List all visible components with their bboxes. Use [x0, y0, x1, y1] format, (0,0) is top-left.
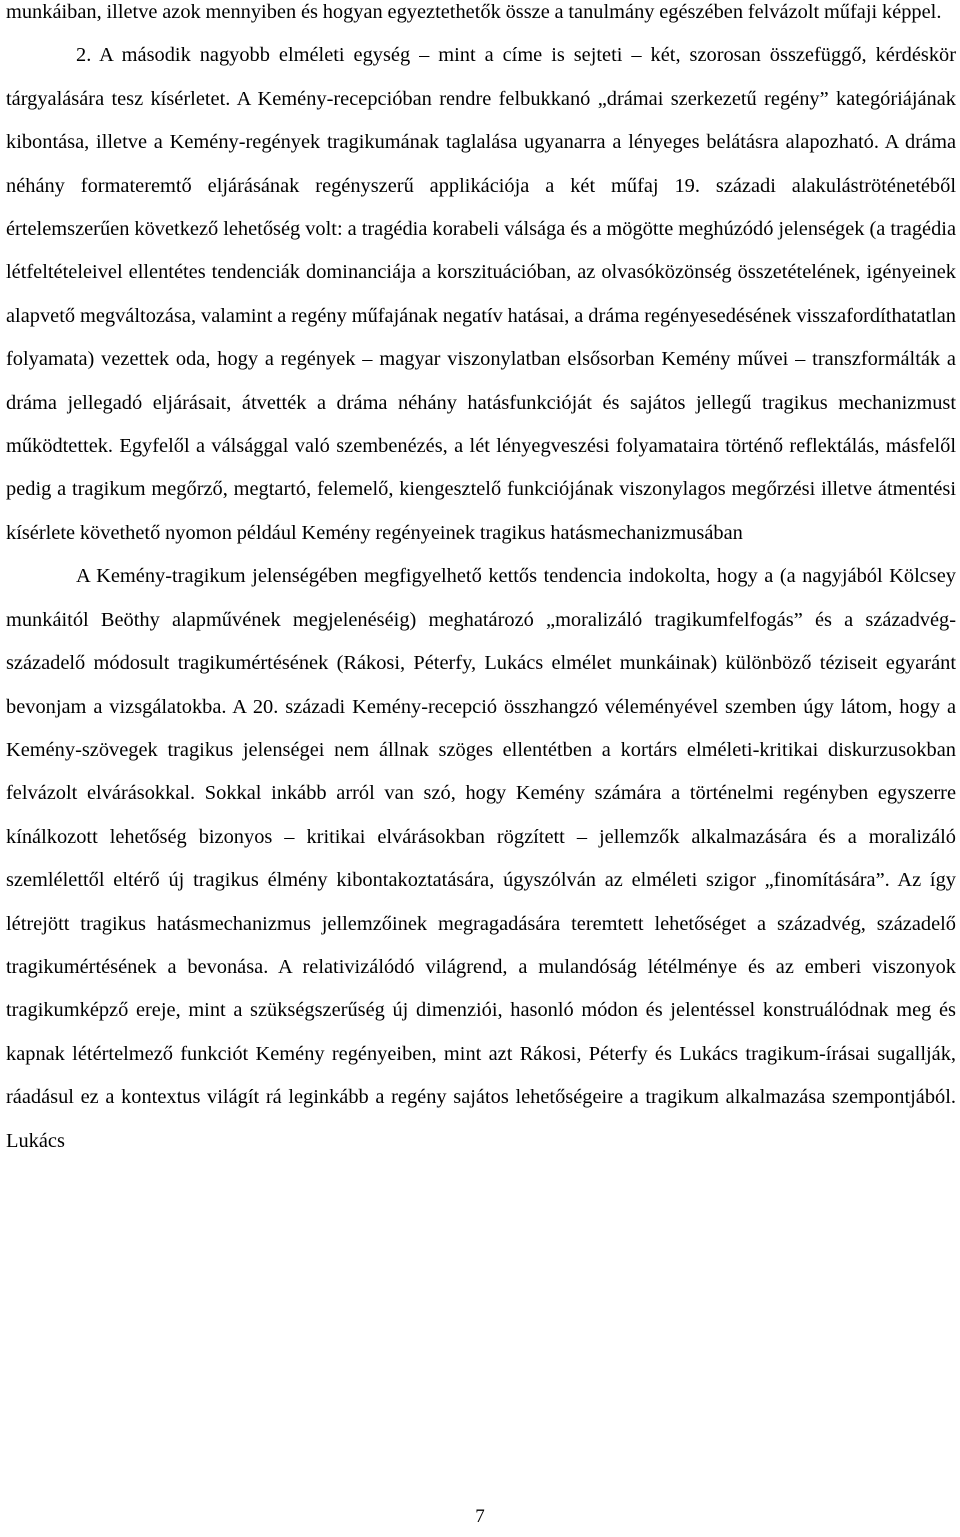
page-number: 7: [475, 1506, 485, 1527]
paragraph-1: munkáiban, illetve azok mennyiben és hogyan egyeztethetők össze a tanulmány egészében felvázolt műfaji képpel.: [6, 1, 942, 23]
paragraph-3: A Kemény-tragikum jelenségében megfigyelhető kettős tendencia indokolta, hogy a (a nagyjából Kölcsey munkáitól Beöthy alapművének megjelenéséig) meghatározó „moralizáló tragikumfelfogás” és a századvég-századelő módosult tragikumértésének (Rákosi, Péterfy, Lukács elmélet munkáinak) különböző téziseit egyaránt bevonjam a vizsgálatokba. A 20. századi Kemény-recepció összhangzó véleményével szemben úgy látom, hogy a Kemény-szövegek tragikus jelenségei nem állnak szöges ellentétben a kortárs elméleti-kritikai diskurzusokban felvázolt elvárásokkal. Sokkal inkább arról van szó, hogy Kemény számára a történelmi regényben egyszerre kínálkozott lehetőség bizonyos – kritikai elvárásokban rögzített – jellemzők alkalmazására és a moralizáló szemlélettől eltérő új tragikus élmény kibontakoztatására, úgyszólván az elméleti szigor „finomítására”. Az így létrejött tragikus hatásmechanizmus jellemzőinek megragadására teremtett lehetőséget a századvég, századelő tragikumértésének a bevonása. A relativizálódó világrend, a mulandóság létélménye és az emberi viszonyok tragikumképző ereje, mint a szükségszerűség új dimenziói, hasonló módon és jelentéssel konstruálódnak meg és kapnak létértelmező funkciót Kemény regényeiben, mint azt Rákosi, Péterfy és Lukács tragikum-írásai sugallják, ráadásul ez a kontextus világít rá leginkább a regény sajátos lehetőségeire a tragikum alkalmazása szempontjából. Lukács: [6, 565, 956, 1152]
body-text: [6, 0, 956, 1163]
paragraph-2: 2. A második nagyobb elméleti egység – mint a címe is sejteti – két, szorosan összefüggő, kérdéskör tárgyalására tesz kísérletet. A Kemény-recepcióban rendre felbukkanó „drámai szerkezetű regény” kategóriájának kibontása, illetve a Kemény-regények tragikumának taglalása ugyanarra a lényeges belátásra alapozható. A dráma néhány formateremtő eljárásának regényszerű applikációja a két műfaj 19. századi alakuláströténetéből értelemszerűen következő lehetőség volt: a tragédia korabeli válsága és a mögötte meghúzódó jelenségek (a tragédia létfeltételeivel ellentétes tendenciák dominanciája a korszituációban, az olvasóközönség összetételének, igényeinek alapvető megváltozása, valamint a regény műfajának negatív hatásai, a dráma regényesedésének visszafordíthatatlan folyamata) vezettek oda, hogy a regények – magyar viszonylatban elsősorban Kemény művei – transzformálták a dráma jellegadó eljárásait, átvették a dráma néhány hatásfunkcióját és sajátos jellegű tragikus mechanizmust működtettek. Egyfelől a válsággal való szembenézés, a lét lényegveszési folyamataira történő reflektálás, másfelől pedig a tragikum megőrző, megtartó, felemelő, kiengesztelő funkciójának viszonylagos megőrzési illetve átmentési kísérlete követhető nyomon például Kemény regényeinek tragikus hatásmechanizmusában: [6, 44, 956, 544]
